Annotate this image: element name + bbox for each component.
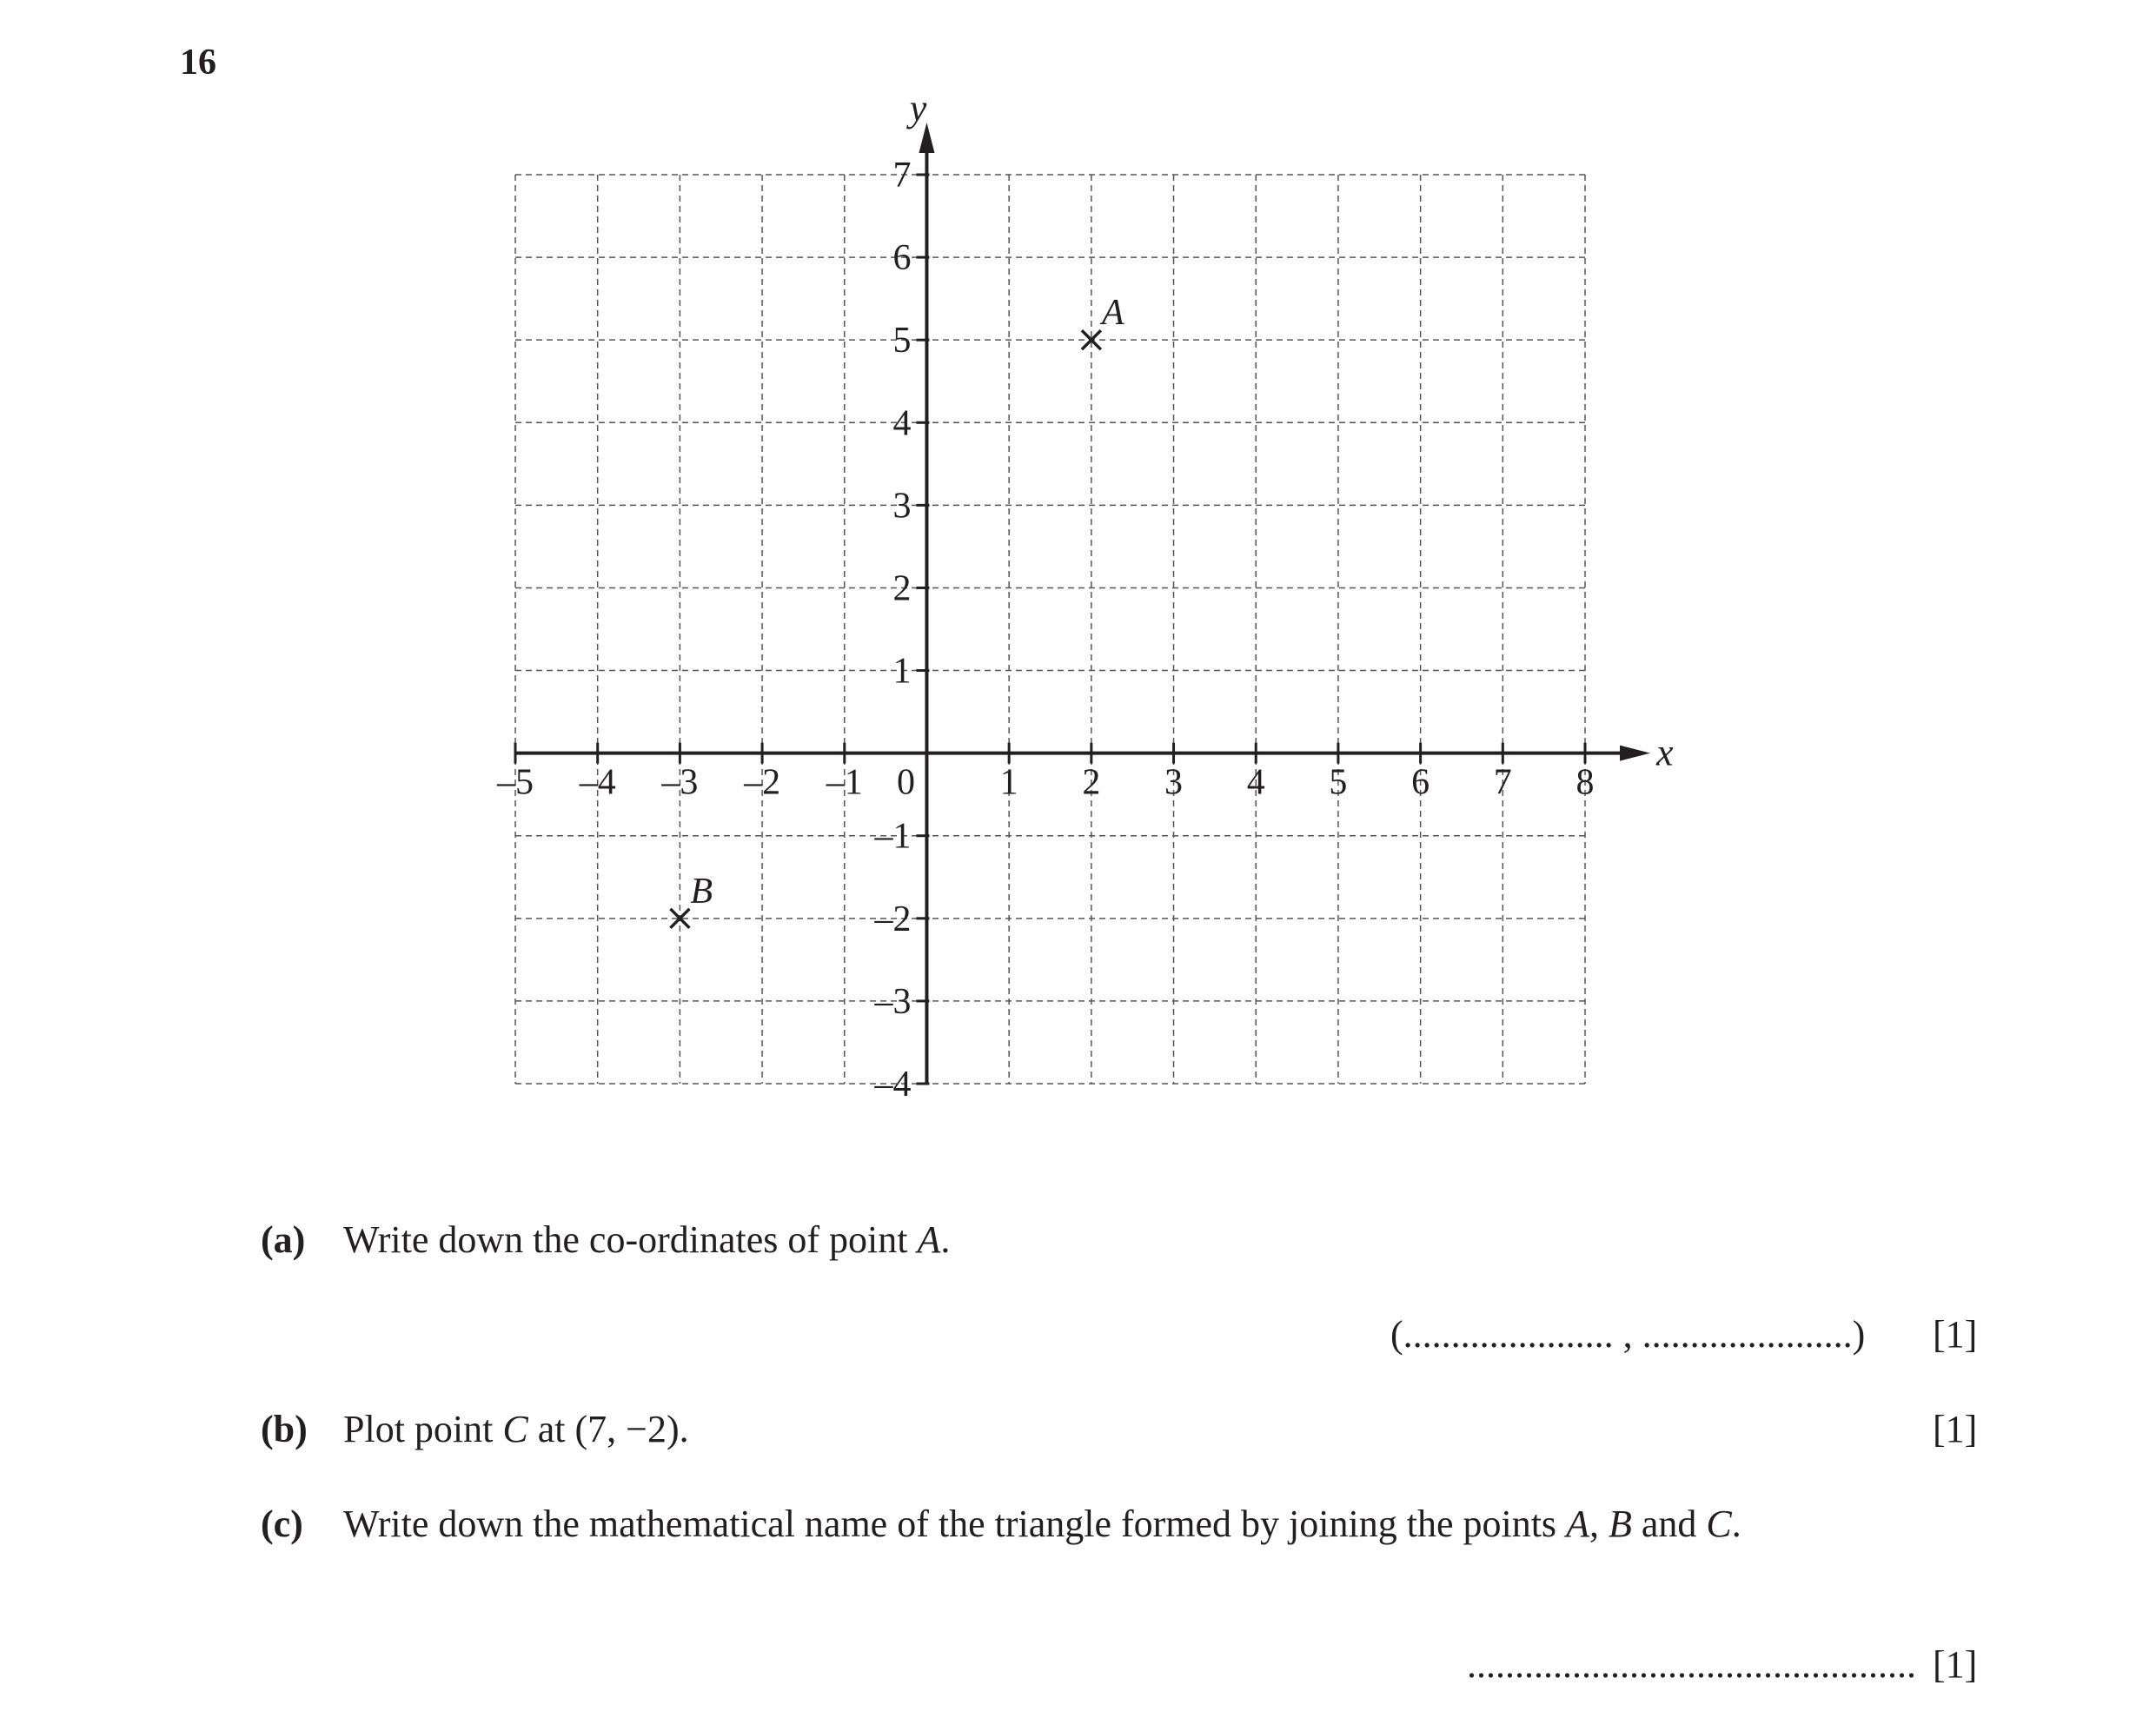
x-tick-label: –3 — [661, 762, 699, 803]
x-tick-label: 3 — [1164, 762, 1184, 803]
y-tick-label: 5 — [892, 321, 912, 362]
x-axis-label: x — [1656, 731, 1674, 774]
y-axis-label: y — [909, 87, 927, 129]
part-c-sep2: and — [1631, 1503, 1707, 1545]
axes — [515, 87, 1674, 1084]
question-number: 16 — [180, 43, 216, 83]
y-tick-label: –3 — [874, 981, 912, 1022]
x-tick-label: –4 — [579, 762, 616, 803]
tick-labels — [496, 156, 1595, 1105]
x-tick-label: –1 — [826, 762, 863, 803]
x-tick-label: 1 — [999, 762, 1018, 803]
x-tick-label: 0 — [896, 762, 915, 803]
y-tick-label: –2 — [874, 899, 912, 939]
x-tick-label: 5 — [1329, 762, 1348, 803]
part-a-answer-line[interactable]: (...................... , ......................) — [1390, 1313, 1866, 1356]
y-tick-label: 1 — [892, 651, 912, 692]
part-a-label: (a) — [261, 1218, 306, 1261]
part-c-answer-line[interactable]: ............................................... — [1467, 1643, 1916, 1686]
part-c-question — [343, 1505, 1741, 1543]
part-b-marks: [1] — [1933, 1408, 1978, 1450]
y-tick-label: –4 — [874, 1065, 912, 1105]
part-c-text: Write down the mathematical name of the triangle formed by joining the points — [343, 1503, 1567, 1545]
point-a-label: A — [1101, 293, 1124, 334]
part-a-text: Write down the co-ordinates of point — [343, 1218, 918, 1261]
x-tick-label: –5 — [497, 762, 534, 803]
part-b-point-name: C — [502, 1408, 528, 1450]
part-b-text-end: at (7, −2). — [527, 1408, 689, 1450]
x-tick-label: 7 — [1493, 762, 1512, 803]
part-c-point-a: A — [1566, 1503, 1589, 1545]
part-c-point-c: C — [1706, 1503, 1732, 1545]
y-tick-label: –1 — [874, 816, 912, 857]
y-tick-label: 7 — [892, 156, 912, 196]
y-tick-label: 6 — [892, 238, 912, 279]
part-c-label: (c) — [261, 1503, 303, 1545]
part-b-question — [343, 1410, 689, 1449]
x-tick-label: 8 — [1576, 762, 1595, 803]
x-tick-label: –2 — [744, 762, 781, 803]
part-a-marks: [1] — [1933, 1313, 1978, 1356]
part-a-point-name: A — [917, 1218, 941, 1261]
part-c-marks: [1] — [1933, 1643, 1978, 1686]
part-a-question — [343, 1218, 951, 1261]
x-axis-arrow — [1620, 746, 1650, 761]
part-b-label: (b) — [261, 1408, 308, 1450]
point-b-label: B — [690, 871, 713, 912]
x-tick-label: 6 — [1411, 762, 1430, 803]
gridlines — [515, 175, 1585, 1084]
x-tick-label: 2 — [1082, 762, 1101, 803]
part-a-text-end: . — [940, 1218, 951, 1261]
y-tick-label: 3 — [892, 486, 912, 527]
x-tick-label: 4 — [1246, 762, 1265, 803]
part-c-point-b: B — [1608, 1503, 1632, 1545]
part-c-sep1: , — [1589, 1503, 1609, 1545]
y-tick-label: 2 — [892, 568, 912, 609]
part-c-text-end: . — [1731, 1503, 1741, 1545]
part-b-text: Plot point — [343, 1408, 503, 1450]
y-tick-label: 4 — [892, 403, 912, 444]
